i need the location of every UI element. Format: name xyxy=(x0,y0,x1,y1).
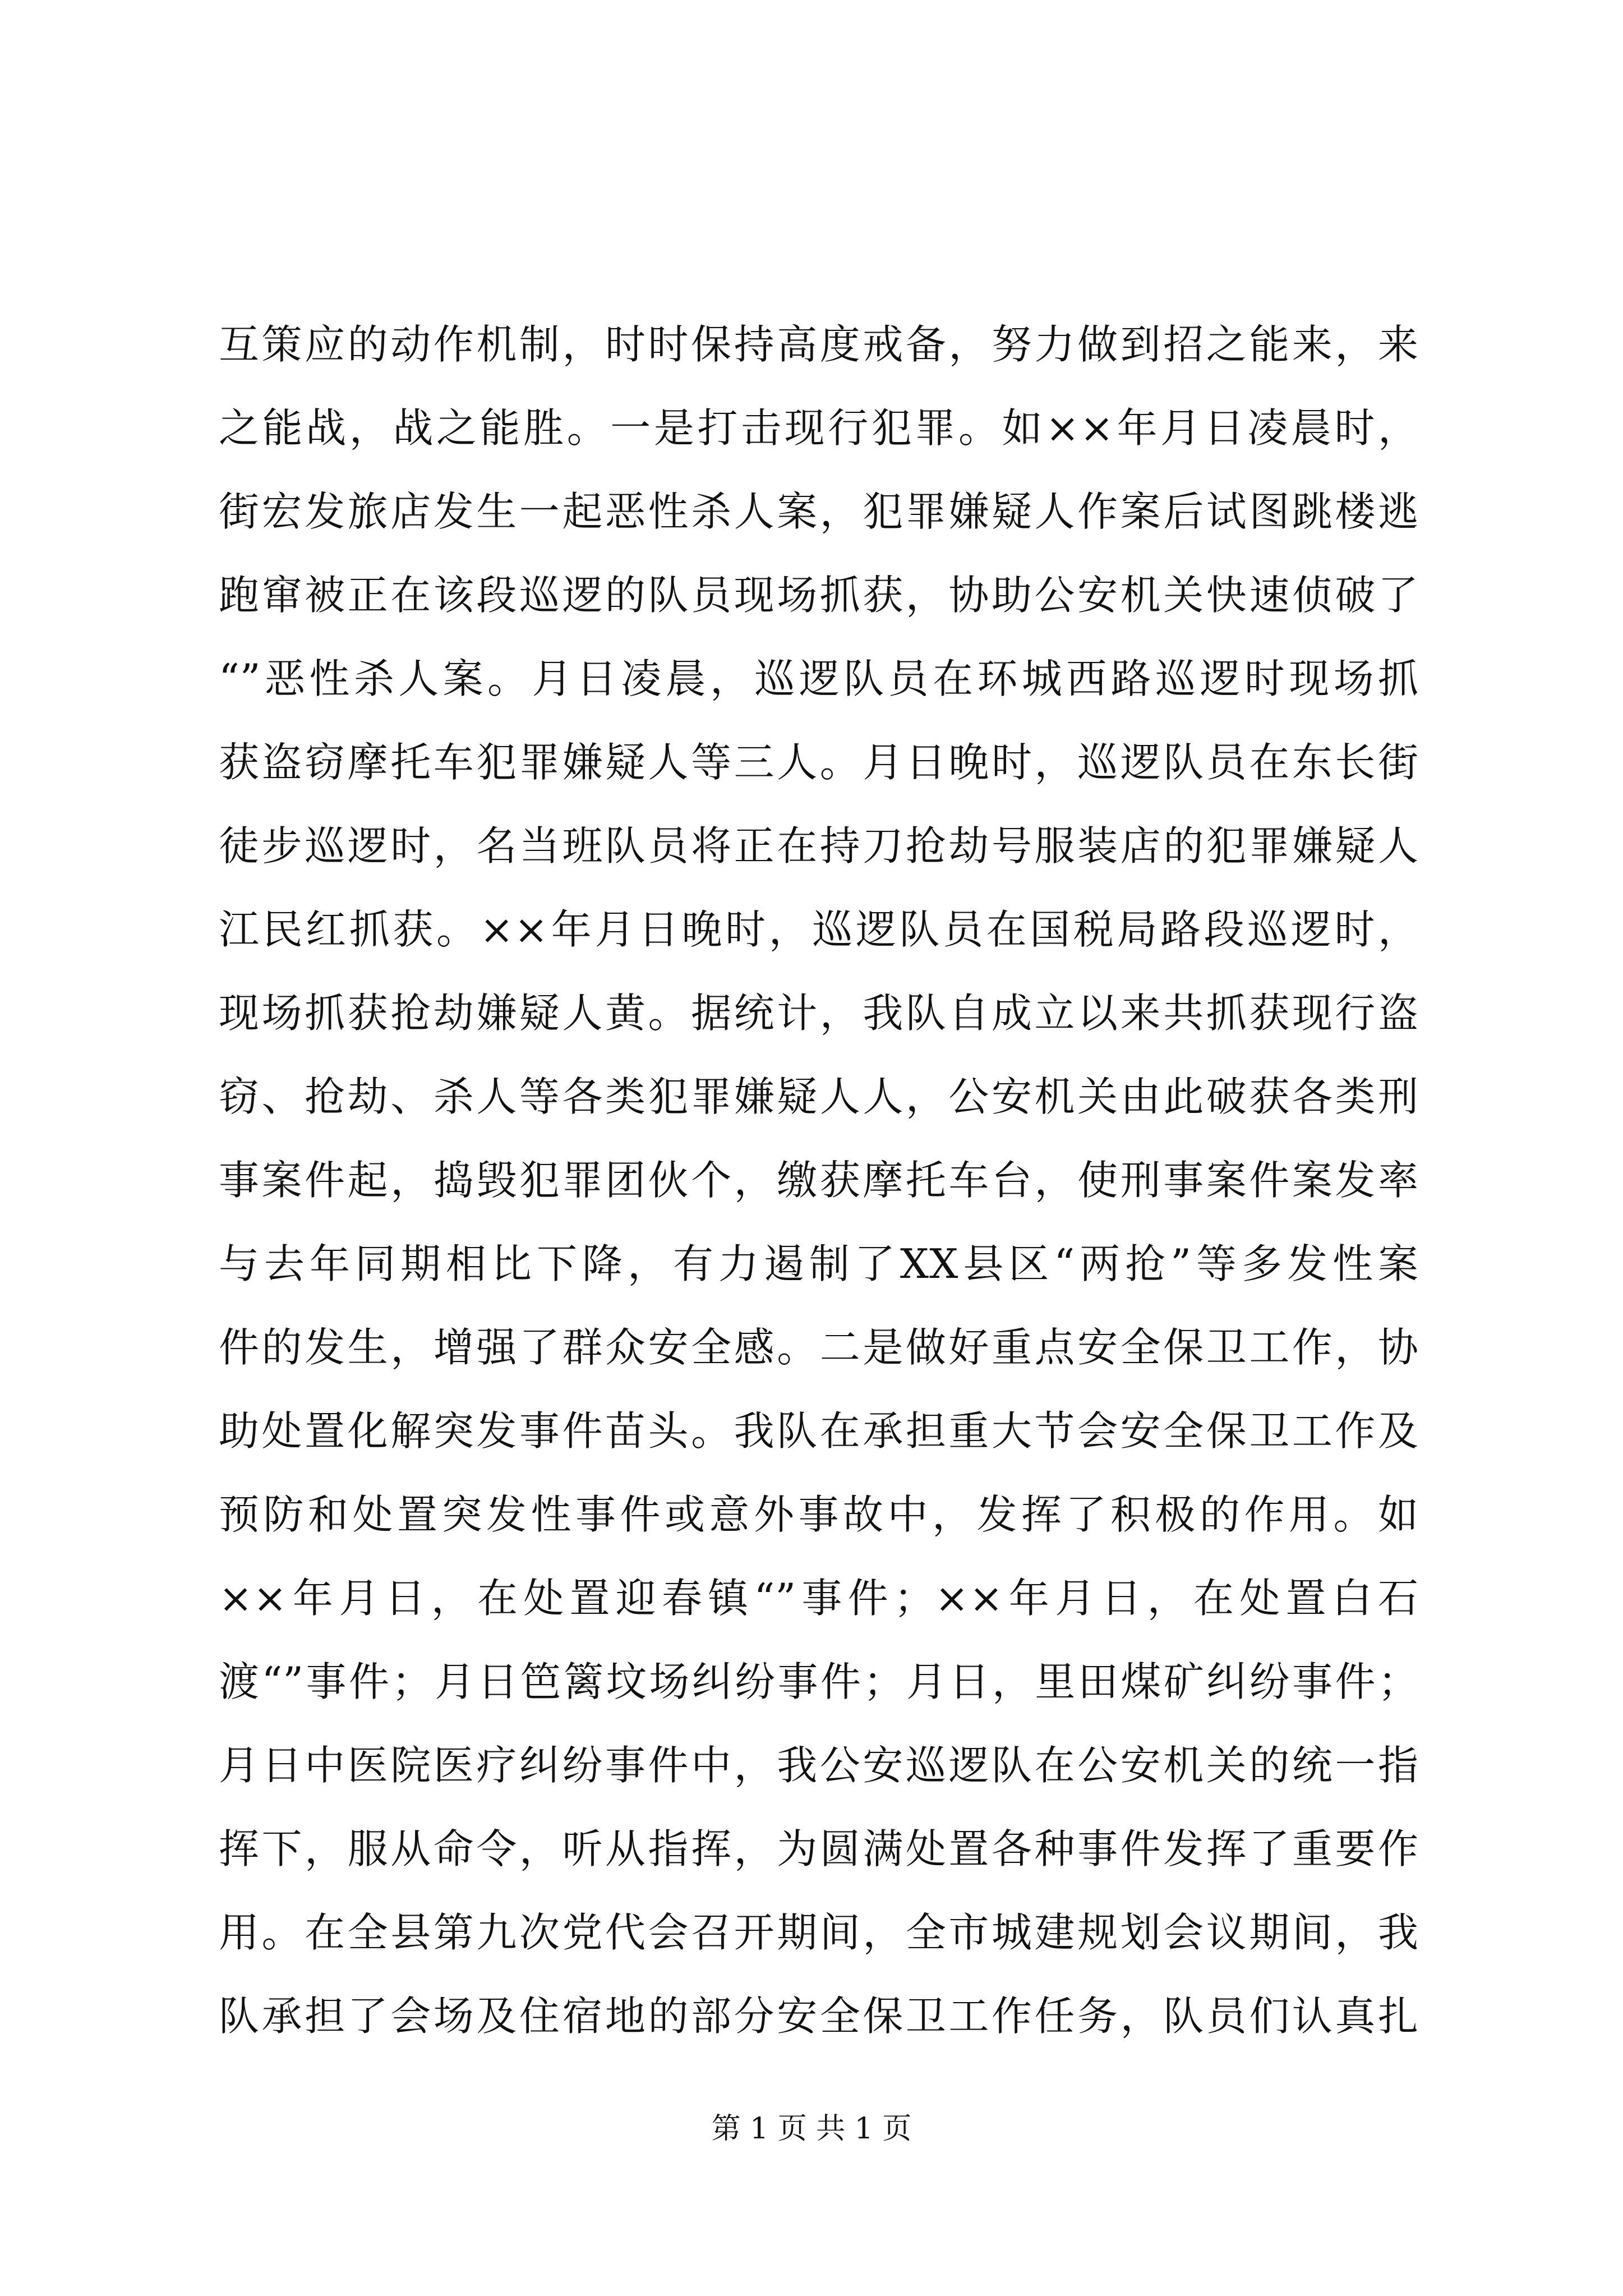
text-line: 获盗窃摩托车犯罪嫌疑人等三人。月日晚时，巡逻队员在东长街 xyxy=(219,739,1419,786)
text-line: 渡“”事件；月日笆篱坟场纠纷事件；月日，里田煤矿纠纷事件； xyxy=(219,1658,1419,1705)
page-number-footer: 第 1 页 共 1 页 xyxy=(711,2112,912,2146)
text-line: 窃、抢劫、杀人等各类犯罪嫌疑人人，公安机关由此破获各类刑 xyxy=(219,1073,1419,1120)
body-text xyxy=(219,303,1419,2058)
text-line: 互策应的动作机制，时时保持高度戒备，努力做到招之能来，来 xyxy=(219,321,1419,368)
text-line: 之能战，战之能胜。一是打击现行犯罪。如××年月日凌晨时， xyxy=(219,404,1419,452)
text-line: 预防和处置突发性事件或意外事故中，发挥了积极的作用。如 xyxy=(219,1491,1419,1538)
text-line: 月日中医院医疗纠纷事件中，我公安巡逻队在公安机关的统一指 xyxy=(219,1742,1419,1789)
text-line: 现场抓获抢劫嫌疑人黄。据统计，我队自成立以来共抓获现行盗 xyxy=(219,990,1419,1037)
text-line: 挥下，服从命令，听从指挥，为圆满处置各种事件发挥了重要作 xyxy=(219,1825,1419,1872)
text-line: 徒步巡逻时，名当班队员将正在持刀抢劫号服装店的犯罪嫌疑人 xyxy=(219,822,1419,869)
text-line: ××年月日，在处置迎春镇“”事件；××年月日，在处置白石 xyxy=(219,1575,1419,1622)
text-line: 用。在全县第九次党代会召开期间，全市城建规划会议期间，我 xyxy=(219,1909,1419,1956)
text-line: 与去年同期相比下降，有力遏制了XX县区“两抢”等多发性案 xyxy=(219,1240,1419,1287)
text-line: 件的发生，增强了群众安全感。二是做好重点安全保卫工作，协 xyxy=(219,1324,1419,1371)
text-line: 队承担了会场及住宿地的部分安全保卫工作任务，队员们认真扎 xyxy=(219,1993,1419,2040)
text-line: 助处置化解突发事件苗头。我队在承担重大节会安全保卫工作及 xyxy=(219,1407,1419,1455)
text-line: 江民红抓获。××年月日晚时，巡逻队员在国税局路段巡逻时， xyxy=(219,906,1419,953)
text-line: 跑窜被正在该段巡逻的队员现场抓获，协助公安机关快速侦破了 xyxy=(219,572,1419,619)
text-line: “”恶性杀人案。月日凌晨，巡逻队员在环城西路巡逻时现场抓 xyxy=(219,655,1419,702)
text-line: 街宏发旅店发生一起恶性杀人案，犯罪嫌疑人作案后试图跳楼逃 xyxy=(219,488,1419,535)
text-line: 事案件起，捣毁犯罪团伙个，缴获摩托车台，使刑事案件案发率 xyxy=(219,1157,1419,1204)
